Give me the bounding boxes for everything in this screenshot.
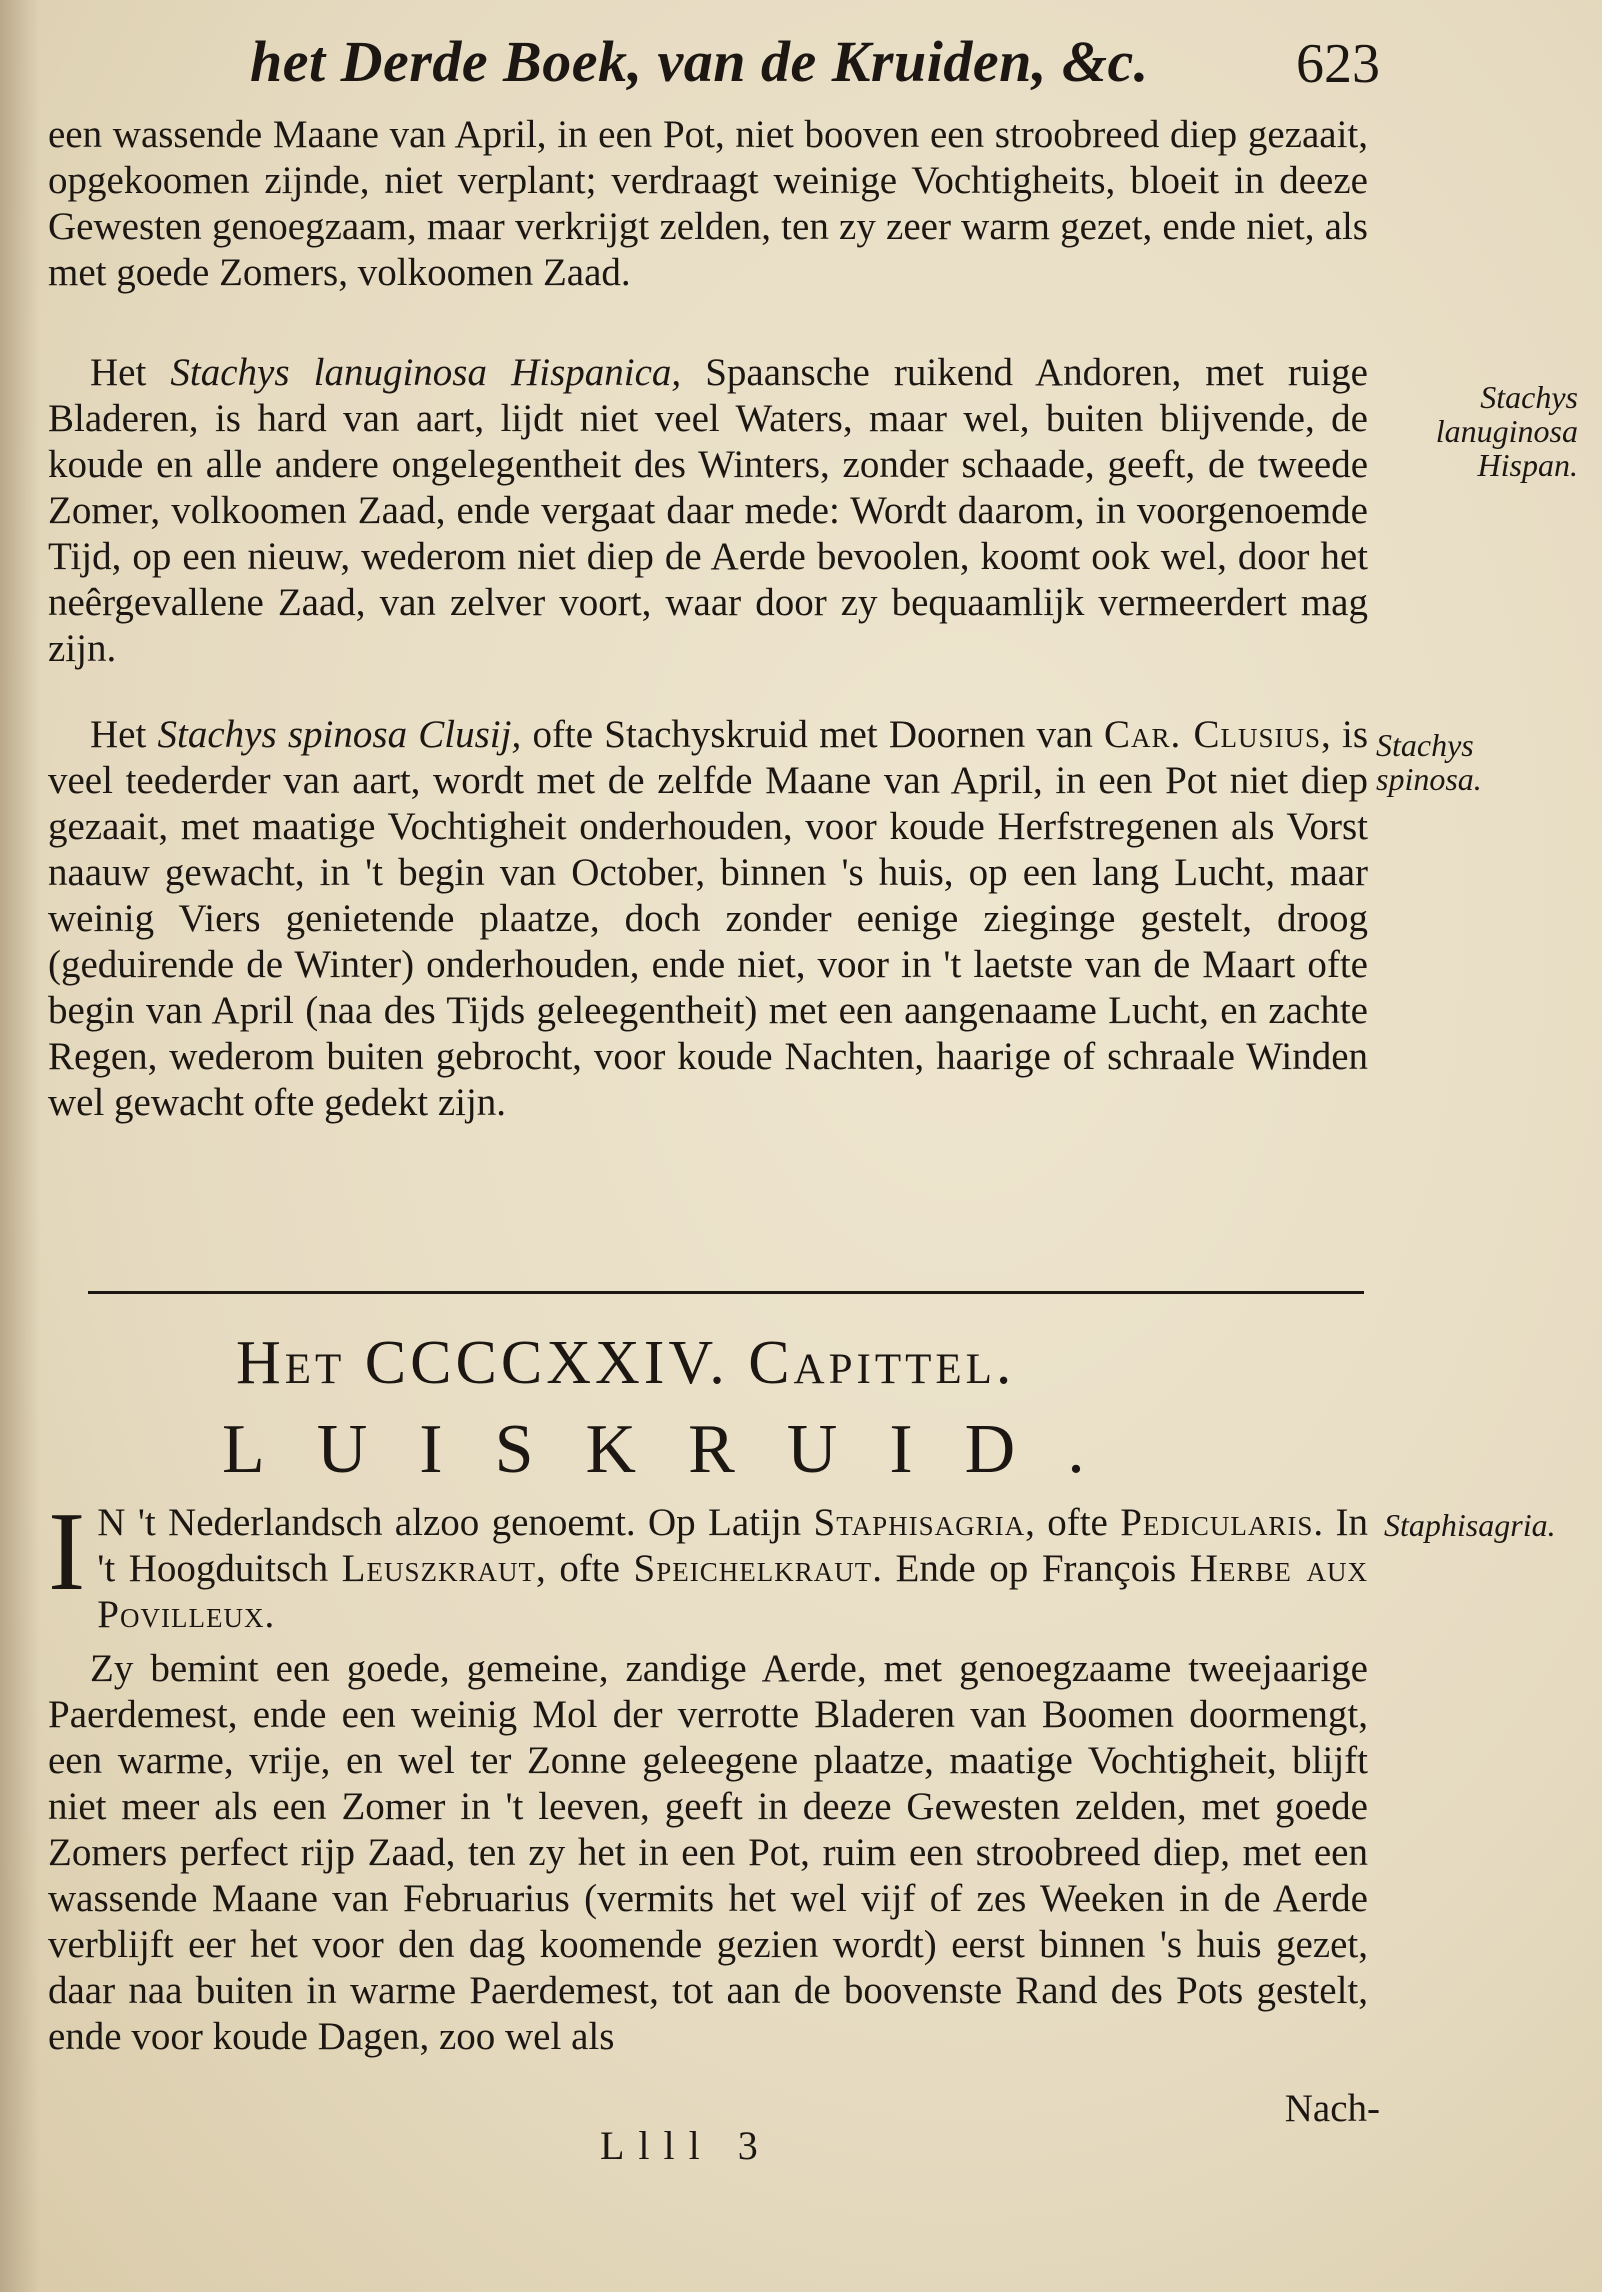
latin-name: Pedicularis bbox=[1120, 1501, 1314, 1544]
margin-note-staphisagria: Staphisagria. bbox=[1384, 1507, 1556, 1543]
paragraph bbox=[48, 712, 1368, 1126]
running-title: het Derde Boek, van de Kruiden, &c. bbox=[250, 29, 1149, 94]
latin-name: Staphisagria bbox=[813, 1501, 1026, 1544]
paragraph-rest: Spaansche ruikend Andoren, met ruige Bladeren, is hard van aart, lijdt niet veel Waters, maar wel, buiten blijvende, de koude en alle andere ongelegentheit des Winters, zonder schaade, geeft, de tweede Zomer, volkoomen Zaad, ende vergaat daar mede: Wordt daarom, in voorgenoemde Tijd, op een nieuw, wederom niet diep de Aerde bevoolen, koomt ook wel, door het neêrgevallene Zaad, van zelver voort, waar door zy bequaamlijk vermeerdert mag zijn. bbox=[48, 351, 1368, 670]
catchword: Nach- bbox=[1284, 2087, 1380, 2130]
signature-mark: Llll 3 bbox=[600, 2123, 772, 2168]
chapter-title: LUISKRUID. bbox=[222, 1411, 1137, 1488]
horizontal-rule bbox=[88, 1291, 1364, 1294]
text-fragment: , ofte bbox=[1025, 1501, 1121, 1544]
french-name: Herbe aux Povilleux bbox=[97, 1547, 1368, 1636]
paragraph bbox=[48, 350, 1368, 672]
paragraph bbox=[48, 1490, 1368, 1638]
paragraph-stachys-lanuginosa bbox=[48, 350, 1368, 672]
chapter-heading: Het CCCCXXIV. Capittel. bbox=[236, 1329, 1016, 1397]
running-header bbox=[250, 28, 1380, 108]
paragraph-mid: ofte Stachyskruid met Doornen van bbox=[521, 713, 1105, 756]
paragraph-cultivation bbox=[48, 1646, 1368, 2060]
page-gutter-shadow bbox=[0, 0, 40, 2292]
text-fragment: , ofte bbox=[535, 1547, 634, 1590]
paragraph-text: Zy bemint een goede, gemeine, zandige Aerde, met genoegzaame tweejaarige Paerdemest, ende een weinig Mol der verrotte Bladeren van Boomen doormengt, een warme, vrije, en wel ter Zonne geleegene plaatze, maatige Vochtigheit, blijft niet meer als een Zomer in 't leeven, geeft in deeze Gewesten zelden, met goede Zomers perfect rijp Zaad, ten zy het in een Pot, ruim een stroobreed diep, met een wassende Maane van Februarius (vermits het wel vijf of zes Weeken in de Aerde verblijft eer het voor den dag koomende gezien wordt) eerst binnen 's huis gezet, daar naa buiten in warme Paerdemest, tot aan de boovenste Rand des Pots gestelt, ende voor koude Dagen, zoo wel als bbox=[48, 1647, 1368, 2058]
text-fragment: . In 't Hoogduitsch bbox=[97, 1501, 1368, 1590]
author-name: Car. Clusius bbox=[1104, 713, 1322, 756]
paragraph-start: Het bbox=[90, 713, 158, 756]
text-fragment: . bbox=[264, 1593, 275, 1636]
paragraph-rest: , is veel teederder van aart, wordt met de zelfde Maane van April, in een Pot niet diep gezaait, met maatige Vochtigheit onderhouden, voor koude Herfstregenen als Vorst naauw gewacht, in 't begin van October, binnen 's huis, op een lang Lucht, maar weinig Viers genietende plaatze, doch zonder eenige zieginge gestelt, droog (geduirende de Winter) onderhouden, ende niet, voor in 't laetste van de Maart ofte begin van April (naa des Tijds geleegentheit) met een aangenaame Lucht, en zachte Regen, wederom buiten gebrocht, voor koude Nachten, haarige of schraale Winden wel gewacht ofte gedekt zijn. bbox=[48, 713, 1369, 1124]
text-fragment: N 't Nederlandsch alzoo genoemt. Op Latijn bbox=[97, 1501, 814, 1544]
paragraph-continuation bbox=[48, 112, 1368, 296]
text-fragment: . Ende op François bbox=[872, 1547, 1190, 1590]
page-number: 623 bbox=[1296, 33, 1380, 95]
german-name: Speichelkraut bbox=[633, 1547, 873, 1590]
paragraph-stachys-spinosa bbox=[48, 712, 1368, 1126]
paragraph-text: een wassende Maane van April, in een Pot, niet booven een stroobreed diep gezaait, opgekoomen zijnde, niet verplant; verdraagt weinige Vochtigheits, bloeit in deeze Gewesten genoegzaam, maar verkrijgt zelden, ten zy zeer warm gezet, ende niet, als met goede Zomers, volkoomen Zaad. bbox=[48, 113, 1368, 294]
margin-note-stachys-lanuginosa: Stachys lanuginosa Hispan. bbox=[1435, 379, 1578, 483]
paragraph-names bbox=[48, 1490, 1368, 1638]
margin-note-stachys-spinosa: Stachys spinosa. bbox=[1376, 727, 1482, 797]
latin-name: Stachys spinosa Clusij, bbox=[157, 713, 522, 756]
german-name: Leuszkraut bbox=[341, 1547, 536, 1590]
paragraph-start: Het bbox=[90, 351, 171, 394]
latin-name: Stachys lanuginosa Hispanica, bbox=[170, 351, 682, 394]
drop-cap: I bbox=[48, 1490, 86, 1614]
